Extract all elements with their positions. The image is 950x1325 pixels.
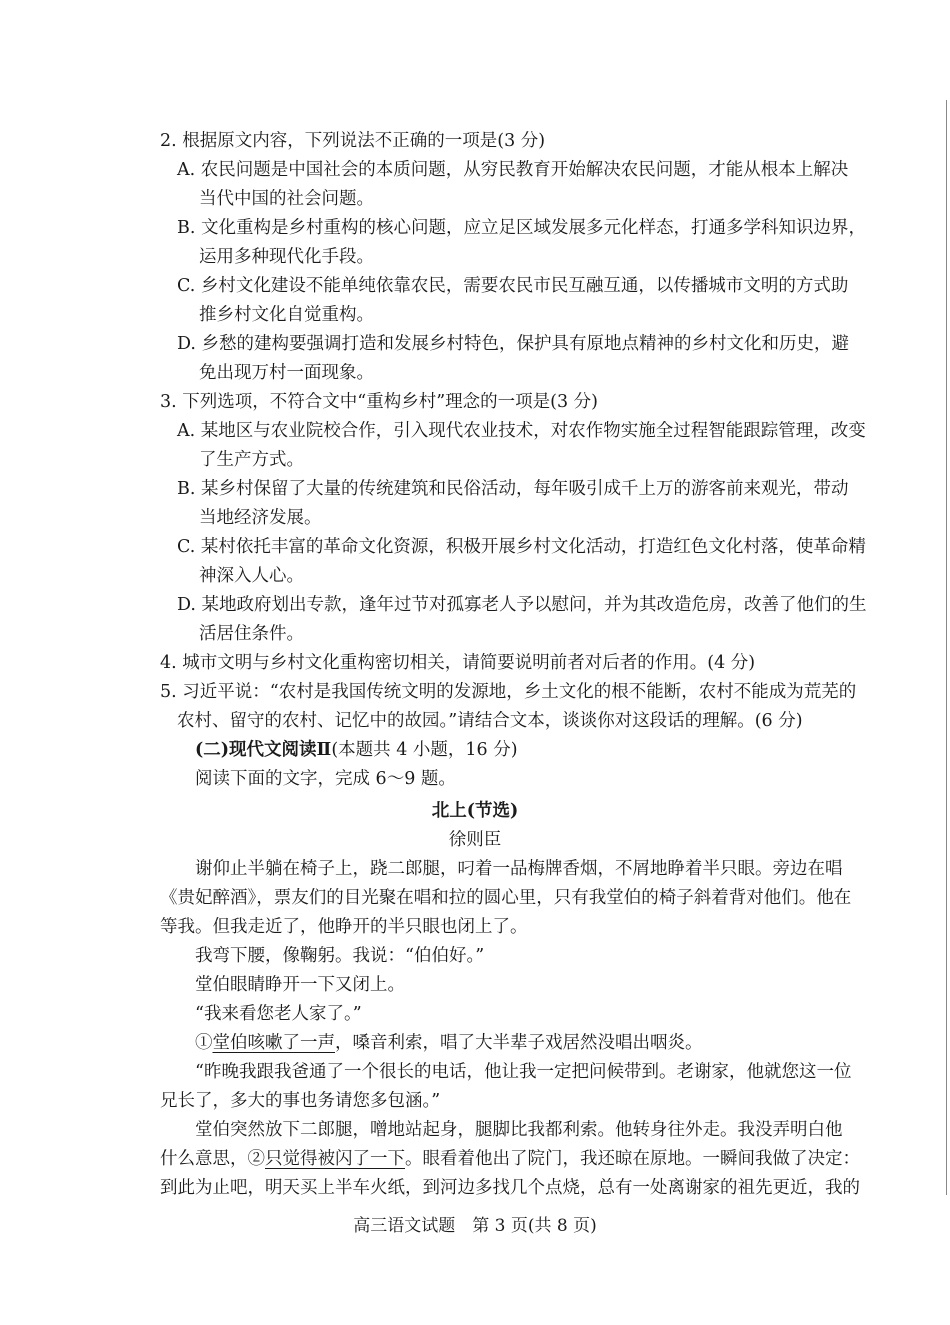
q3-option-a-line1: A. 某地区与农业院校合作，引入现代农业技术，对农作物实施全过程智能跟踪管理，改变 bbox=[177, 421, 866, 441]
q2-option-b-line1: B. 文化重构是乡村重构的核心问题，应立足区域发展多元化样态，打通多学科知识边界， bbox=[177, 218, 866, 238]
q2-option-a-line1: A. 农民问题是中国社会的本质问题，从穷民教育开始解决农民问题，才能从根本上解决 bbox=[177, 160, 849, 180]
q3-option-d-line2: 活居住条件。 bbox=[199, 624, 304, 644]
passage-p2: 我弯下腰，像鞠躬。我说：“伯伯好。” bbox=[195, 946, 485, 966]
q4-stem: 4. 城市文明与乡村文化重构密切相关，请简要说明前者对后者的作用。(4 分) bbox=[160, 653, 756, 673]
passage-p1-line1: 谢仰止半躺在椅子上，跷二郎腿，叼着一品梅牌香烟，不屑地睁着半只眼。旁边在唱 bbox=[195, 859, 843, 879]
section-instruction: 阅读下面的文字，完成 6～9 题。 bbox=[195, 769, 456, 789]
passage-author: 徐则臣 bbox=[448, 830, 502, 850]
passage-p5 bbox=[195, 1029, 703, 1057]
q5-line1: 5. 习近平说：“农村是我国传统文明的发源地，乡土文化的根不能断，农村不能成为荒芜的 bbox=[160, 682, 857, 702]
q2-option-d-line1: D. 乡愁的建构要强调打造和发展乡村特色，保护具有原地点精神的乡村文化和历史，避 bbox=[177, 334, 850, 354]
passage-p7-line2-end: 。眼看着他出了院门，我还晾在原地。一瞬间我做了决定： bbox=[405, 1149, 860, 1169]
q3-stem: 3. 下列选项，不符合文中“重构乡村”理念的一项是(3 分) bbox=[160, 392, 599, 412]
section-heading-bold: (二)现代文阅读Ⅱ bbox=[195, 740, 332, 760]
page-footer: 高三语文试题 第 3 页(共 8 页) bbox=[353, 1216, 597, 1236]
q3-option-b-line2: 当地经济发展。 bbox=[199, 508, 322, 528]
q3-option-c-line1: C. 某村依托丰富的革命文化资源，积极开展乡村文化活动，打造红色文化村落，使革命精 bbox=[177, 537, 866, 557]
q3-option-d-line1: D. 某地政府划出专款，逢年过节对孤寡老人予以慰问，并为其改造危房，改善了他们的生 bbox=[177, 595, 867, 615]
q3-option-a-line2: 了生产方式。 bbox=[199, 450, 304, 470]
section-heading bbox=[195, 736, 518, 764]
q2-stem: 2. 根据原文内容，下列说法不正确的一项是(3 分) bbox=[160, 131, 546, 151]
underlined-phrase-1: 堂伯咳嗽了一声 bbox=[212, 1033, 335, 1053]
passage-p7-line1: 堂伯突然放下二郎腿，噌地站起身，腿脚比我都利索。他转身往外走。我没弄明白他 bbox=[195, 1120, 843, 1140]
passage-title: 北上(节选) bbox=[431, 801, 519, 821]
passage-p4: “我来看您老人家了。” bbox=[195, 1004, 362, 1024]
passage-p6-line2: 兄长了，多大的事也务请您多包涵。” bbox=[160, 1091, 441, 1111]
passage-p7-line3: 到此为止吧，明天买上半车火纸，到河边多找几个点烧，总有一处离谢家的祖先更近，我的 bbox=[160, 1178, 860, 1198]
marker-1: ① bbox=[195, 1033, 213, 1053]
q2-option-b-line2: 运用多种现代化手段。 bbox=[199, 247, 374, 267]
passage-p5-rest: ，嗓音利索，唱了大半辈子戏居然没唱出咽炎。 bbox=[335, 1033, 703, 1053]
q2-option-d-line2: 免出现万村一面现象。 bbox=[199, 363, 374, 383]
q2-option-a-line2: 当代中国的社会问题。 bbox=[199, 189, 374, 209]
passage-p1-line2: 《贵妃醉酒》，票友们的目光聚在唱和拉的圆心里，只有我堂伯的椅子斜着背对他们。他在 bbox=[160, 888, 852, 908]
passage-p7-line2 bbox=[160, 1145, 860, 1173]
margin-rule bbox=[946, 100, 947, 1195]
q3-option-b-line1: B. 某乡村保留了大量的传统建筑和民俗活动，每年吸引成千上万的游客前来观光，带动 bbox=[177, 479, 849, 499]
q2-option-c-line1: C. 乡村文化建设不能单纯依靠农民，需要农民市民互融互通，以传播城市文明的方式助 bbox=[177, 276, 849, 296]
passage-p1-line3: 等我。但我走近了，他睁开的半只眼也闭上了。 bbox=[160, 917, 528, 937]
passage-p6-line1: “昨晚我跟我爸通了一个很长的电话，他让我一定把问候带到。老谢家，他就您这一位 bbox=[195, 1062, 852, 1082]
q2-option-c-line2: 推乡村文化自觉重构。 bbox=[199, 305, 374, 325]
passage-p7-line2-start: 什么意思，② bbox=[160, 1149, 265, 1169]
q5-line2: 农村、留守的农村、记忆中的故园。”请结合文本，谈谈你对这段话的理解。(6 分) bbox=[177, 711, 803, 731]
passage-p3: 堂伯眼睛睁开一下又闭上。 bbox=[195, 975, 405, 995]
section-heading-note: (本题共 4 小题，16 分) bbox=[331, 740, 518, 760]
underlined-phrase-2: 只觉得被闪了一下 bbox=[265, 1149, 405, 1169]
q3-option-c-line2: 神深入人心。 bbox=[199, 566, 304, 586]
